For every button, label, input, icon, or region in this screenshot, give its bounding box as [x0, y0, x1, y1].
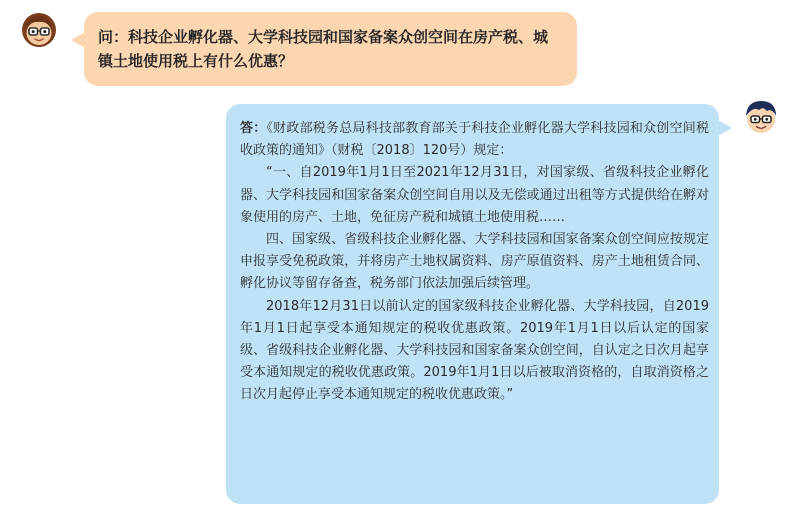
answer-bubble [226, 104, 719, 504]
answer-paragraph: “一、自2019年1月1日至2021年12月31日，对国家级、省级科技企业孵化器、大学科技园和国家备案众创空间自用以及无偿或通过出租等方式提供给在孵对象使用的房产、土地，免征房产税和城镇土地使用税…… [240, 165, 709, 225]
question-label: 问： [98, 28, 129, 46]
answer-paragraph: 四、国家级、省级科技企业孵化器、大学科技园和国家备案众创空间应按规定申报享受免税政策，并将房产土地权属资料、房产原值资料、房产土地租赁合同、孵化协议等留存备查，税务部门依法加强后续管理。 [240, 232, 709, 292]
answer-paragraph: 2018年12月31日以前认定的国家级科技企业孵化器、大学科技园，自2019年1月1日起享受本通知规定的税收优惠政策。2019年1月1日以后认定的国家级、省级科技企业孵化器、大学科技园和国家备案众创空间，自认定之日次月起享受本通知规定的税收优惠政策。2019年1月1日以后被取消资格的，自取消资格之日次月起停止享受本通知规定的税收优惠政策。” [240, 298, 709, 403]
question-bubble [84, 12, 577, 86]
avatar-boy-icon [741, 96, 781, 136]
answer-intro-text: 《财政部税务总局科技部教育部关于科技企业孵化器大学科技园和众创空间税收政策的通知》（财税〔2018〕120号）规定： [240, 121, 709, 159]
answer-intro [240, 118, 709, 162]
avatar-girl-glasses-icon [19, 9, 59, 49]
answer-label: 答： [240, 121, 267, 136]
question-text: 科技企业孵化器、大学科技园和国家备案众创空间在房产税、城镇土地使用税上有什么优惠？ [98, 28, 549, 70]
